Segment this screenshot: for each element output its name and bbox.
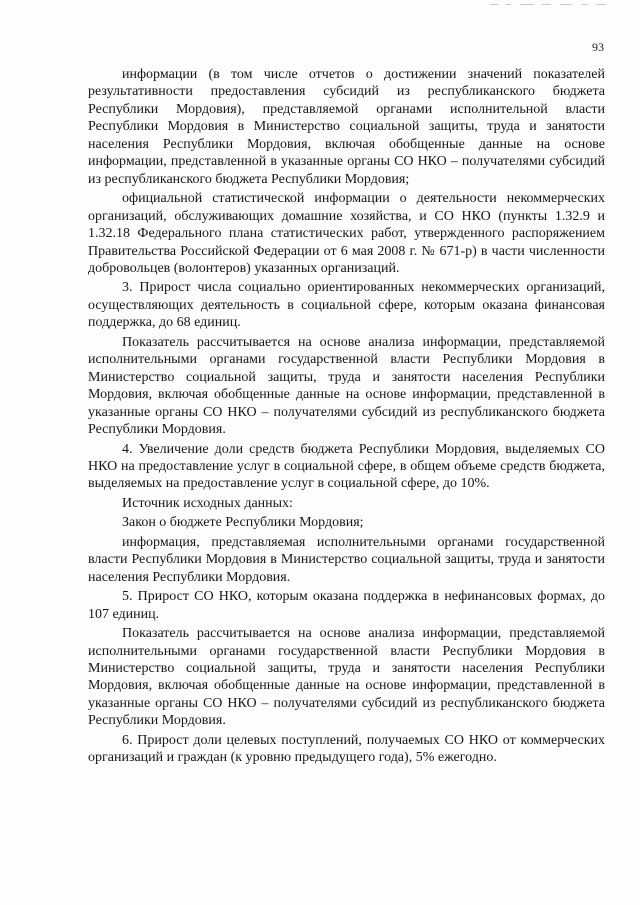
paragraph: официальной статистической информации о деятельности некоммерческих организаций, обслуживающих домашние хозяйства, и СО НКО (пункты 1.32.9 и 1.32.18 Федерального плана статистических работ, утвержденного распоряжением Правительства Российской Федерации от 6 мая 2008 г. № 671-р) в части численности добровольцев (волонтеров) указанных организаций. (88, 191, 605, 276)
paragraph: Показатель рассчитывается на основе анализа информации, представляемой исполнительными органами государственной власти Республики Мордовия в Министерство социальной защиты, труда и занятости населения Республики Мордовия, включая обобщенные данные на основе информации, представленной в указанные органы СО НКО – получателями субсидий из республиканского бюджета Республики Мордовия. (88, 334, 605, 438)
paragraph: 4. Увеличение доли средств бюджета Республики Мордовия, выделяемых СО НКО на предоставление услуг в социальной сфере, в общем объеме средств бюджета, выделяемых на предоставление услуг в социальной сфере, до 10%. (88, 441, 605, 492)
paragraph: Закон о бюджете Республики Мордовия; (122, 515, 364, 531)
page-number: 93 (592, 40, 604, 54)
paragraph: 6. Прирост доли целевых поступлений, получаемых СО НКО от коммерческих организаций и граждан (к уровню предыдущего года), 5% ежегодно. (88, 732, 605, 766)
body-text (88, 66, 605, 767)
paragraph: Источник исходных данных: (122, 495, 293, 511)
scan-artifacts (490, 2, 610, 8)
paragraph: Показатель рассчитывается на основе анализа информации, представляемой исполнительными органами государственной власти Республики Мордовия в Министерство социальной защиты, труда и занятости населения Республики Мордовия, включая обобщенные данные на основе информации, представленной в указанные органы СО НКО – получателями субсидий из республиканского бюджета Республики Мордовия. (88, 626, 605, 729)
paragraph: информация, представляемая исполнительными органами государственной власти Республики Мордовия в Министерство социальной защиты, труда и занятости населения Республики Мордовия. (88, 534, 605, 585)
paragraph: 5. Прирост СО НКО, которым оказана поддержка в нефинансовых формах, до 107 единиц. (88, 589, 605, 622)
paragraph: 3. Прирост числа социально ориентированных некоммерческих организаций, осуществляющих деятельность в социальной сфере, которым оказана финансовая поддержка, до 68 единиц. (88, 280, 605, 331)
paragraph: информации (в том числе отчетов о достижении значений показателей результативности предоставления субсидий из республиканского бюджета Республики Мордовия), представляемой органами исполнительной власти Республики Мордовия в Министерство социальной защиты, труда и занятости населения Республики Мордовия, включая обобщенные данные на основе информации, представленной в указанные органы СО НКО – получателями субсидий из республиканского бюджета Республики Мордовия; (88, 67, 605, 187)
